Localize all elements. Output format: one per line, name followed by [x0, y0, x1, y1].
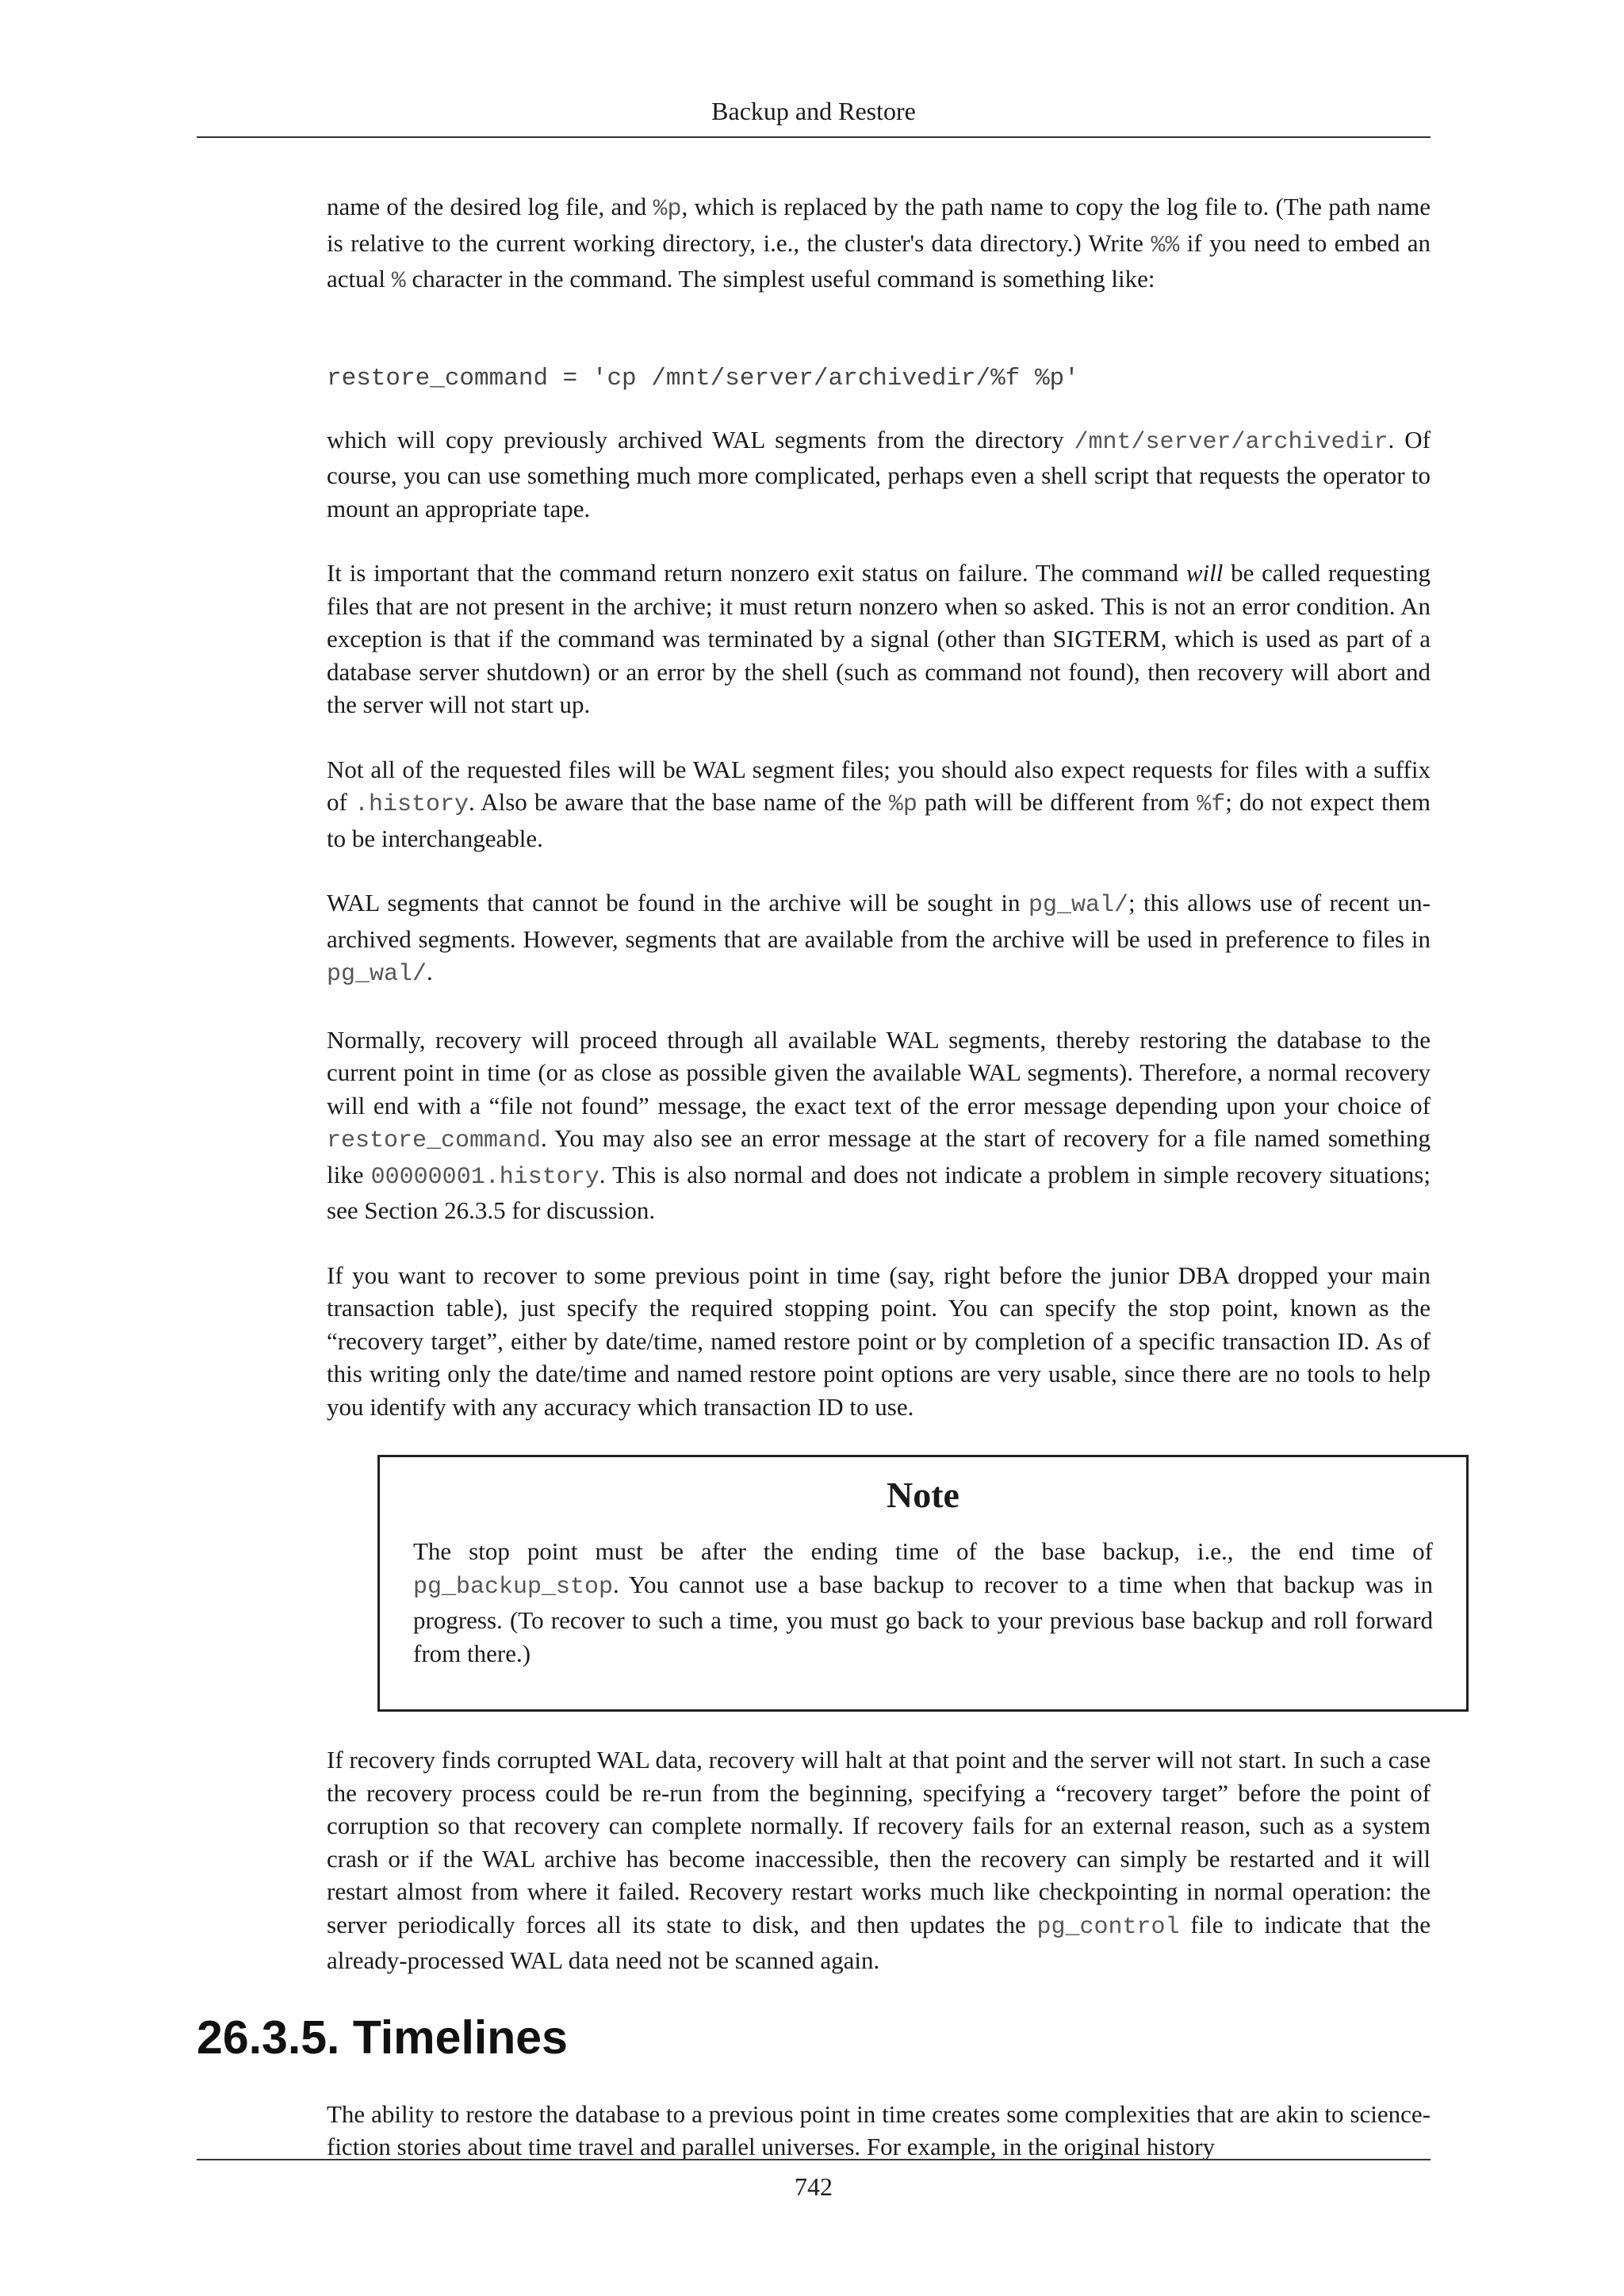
note-box: [377, 1455, 1469, 1712]
paragraph-recovery-target: If you want to recover to some previous point in time (say, right before the junior DBA dropped your main transaction table), just specify the required stopping point. You can specify the stop point, known as the “recovery target”, either by date/time, named restore point or by completion of a specific transaction ID. As of this writing only the date/time and named restore point options are very usable, since there are no tools to help you identify with any accuracy which transaction ID to use.: [327, 1261, 1431, 1421]
text-span: . This is also normal and does not indicate a problem in simple recovery situations; see Section 26.3.5 for discussion.: [327, 1160, 1431, 1224]
text-span: WAL segments that cannot be found in the archive will be sought in: [327, 889, 1028, 916]
text-span: be called requesting files that are not present in the archive; it must return nonzero when so asked. This is not an error condition. An exception is that if the command was terminated by a signal (other than SIGTERM, which is used as part of a database server shutdown) or an error by the shell (such as command not found), then recovery will abort and the server will not start up.: [327, 559, 1431, 718]
text-span: . You cannot use a base backup to recover to a time when that backup was in progress. (To recover to such a time, you must go back to your previous base backup and roll forward from there.): [413, 1570, 1433, 1667]
paragraph-wal-segments: [327, 886, 1431, 992]
inline-code: 00000001.history: [370, 1163, 599, 1191]
text-span: . Also be aware that the base name of the: [469, 788, 889, 816]
note-title: Note: [887, 1475, 959, 1515]
emphasis: will: [1185, 559, 1224, 587]
text-span: Not all of the requested files will be WAL segment files; you should also expect requests for files with a suffix of: [327, 755, 1431, 816]
text-span: character in the command. The simplest useful command is something like:: [405, 265, 1155, 293]
section-heading: 26.3.5. Timelines: [197, 2011, 568, 2064]
inline-code: %p: [888, 791, 917, 818]
text-span: ; this allows use of recent un-archived segments. However, segments that are available from the archive will be used in preference to files in: [327, 889, 1431, 953]
paragraph-archive-dir: [327, 423, 1431, 526]
paragraph-normal-recovery: [327, 1024, 1431, 1227]
text-span: If recovery finds corrupted WAL data, recovery will halt at that point and the server will not start. In such a case the recovery process could be re-run from the beginning, specifying a “recovery target” before the point of corruption so that recovery can complete normally. If recovery fails for an external reason, such as a system crash or if the WAL archive has become inaccessible, then the recovery can simply be restarted and it will restart almost from where it failed. Recovery restart works much like checkpointing in normal operation: the server periodically forces all its state to disk, and then updates the: [327, 1746, 1431, 1938]
inline-code: restore_command: [327, 1127, 542, 1154]
paragraph-corrupted-wal: [327, 1743, 1431, 1977]
code-listing: restore_command = 'cp /mnt/server/archivedir/%f %p': [327, 364, 1079, 392]
note-text: [413, 1535, 1433, 1670]
inline-code: %: [391, 268, 406, 295]
inline-code: %p: [653, 196, 682, 223]
text-span: The stop point must be after the ending time of the base backup, i.e., the end time of: [413, 1537, 1433, 1565]
paragraph-requested-files: [327, 753, 1431, 855]
inline-code: /mnt/server/archivedir: [1074, 428, 1388, 456]
text-span: It is important that the command return nonzero exit status on failure. The command: [327, 559, 1186, 587]
inline-code: .history: [354, 791, 469, 818]
text-span: , which is replaced by the path name to copy the log file to. (The path name is relative to the current working directory, i.e., the cluster's data directory.) Write: [327, 193, 1431, 257]
text-span: Normally, recovery will proceed through all available WAL segments, thereby restoring the database to the current point in time (or as close as possible given the available WAL segments). Therefore, a normal recovery will end with a “file not found” message, the exact text of the error message depending upon your choice of: [327, 1025, 1431, 1119]
text-span: if you need to embed an actual: [327, 228, 1431, 293]
text-span: ; do not expect them to be interchangeable.: [327, 788, 1431, 852]
paragraph-timelines: The ability to restore the database to a previous point in time creates some complexities that are akin to science-fiction stories about time travel and parallel universes. For example, in the original history: [327, 2099, 1431, 2160]
text-span: file to indicate that the already-processed WAL data need not be scanned again.: [327, 1910, 1431, 1974]
footer-rule: [197, 2159, 1431, 2160]
inline-code: pg_wal/: [327, 961, 427, 988]
text-span: .: [427, 958, 433, 985]
text-span: path will be different from: [917, 788, 1197, 816]
page-body: [197, 190, 1433, 2195]
inline-code: pg_wal/: [1028, 892, 1128, 919]
inline-code: %f: [1197, 791, 1226, 818]
inline-code: pg_backup_stop: [413, 1573, 614, 1601]
paragraph-exit-status: [327, 557, 1431, 721]
paragraph-log-file: [327, 190, 1431, 299]
text-span: . You may also see an error message at the start of recovery for a file named something like: [327, 1124, 1431, 1188]
text-span: . Of course, you can use something much more complicated, perhaps even a shell script that requests the operator to mount an appropriate tape.: [327, 425, 1431, 522]
page-number: 742: [795, 2172, 833, 2201]
header-rule: [197, 136, 1431, 138]
text-span: name of the desired log file, and: [327, 193, 653, 220]
inline-code: %%: [1151, 232, 1180, 259]
inline-code: pg_control: [1036, 1913, 1180, 1941]
text-span: which will copy previously archived WAL segments from the directory: [327, 425, 1074, 453]
running-header: Backup and Restore: [711, 97, 916, 125]
